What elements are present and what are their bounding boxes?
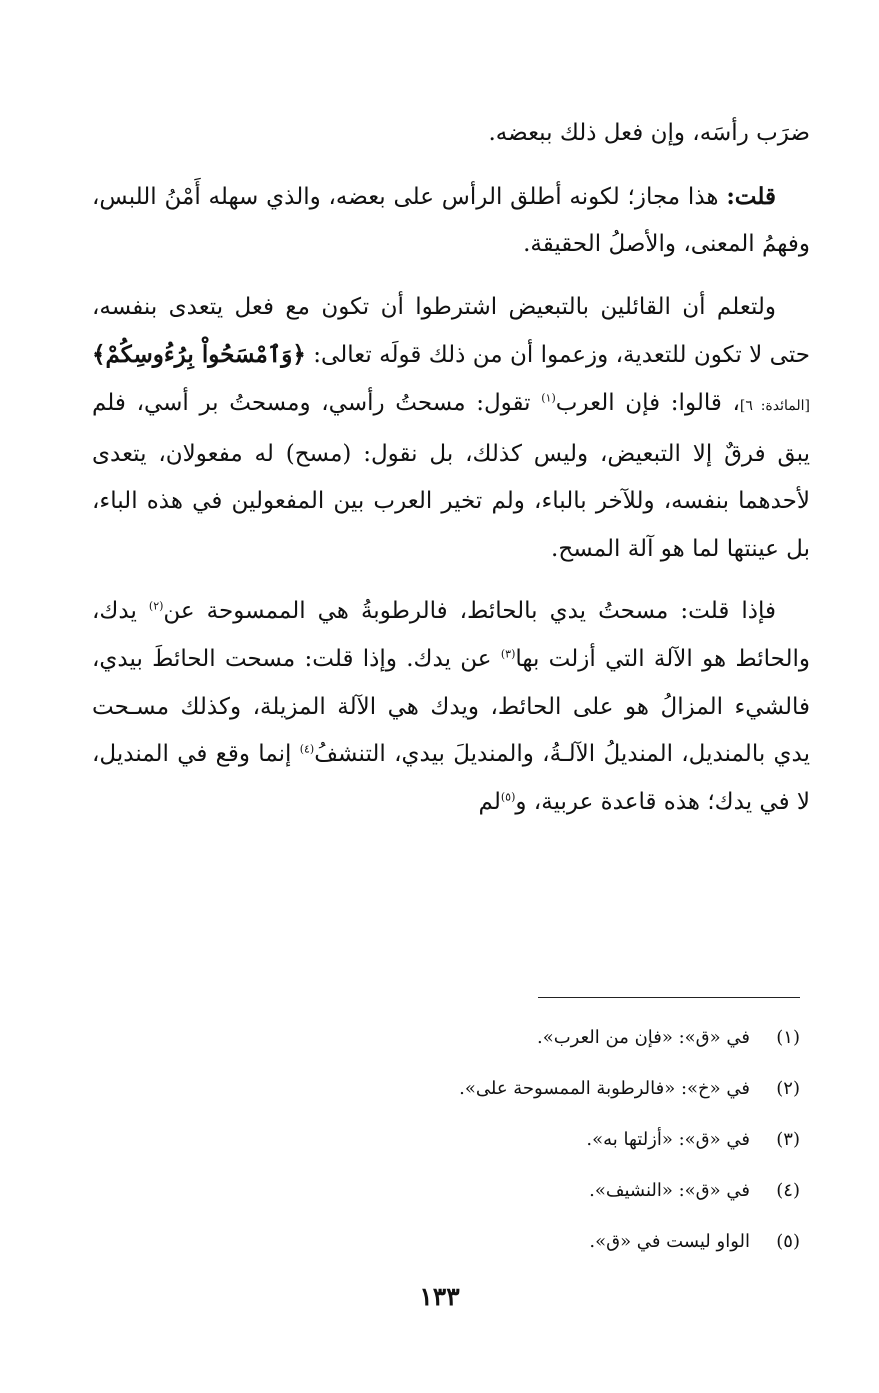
paragraph-4-text-a: فإذا قلت: مسحتُ يدي بالحائط، فالرطوبةُ هي الممسوحة عن [163, 598, 776, 625]
footnote-divider [538, 997, 800, 998]
footnote-item [160, 1063, 800, 1114]
paragraph-2-text: هذا مجاز؛ لكونه أطلق الرأس على بعضه، والذي سهله أَمْنُ اللبس، وفهمُ المعنى، والأصلُ الحقيقة. [92, 183, 810, 258]
footnote-number: (٢) [776, 1078, 800, 1099]
footnotes-list [160, 1012, 800, 1267]
paragraph-4-text-c: عن يدك. وإذا قلت: مسحت الحائطَ بيدي، فالشيء المزالُ هو على الحائط، ويدك هي الآلة المزيلة، وكذلك مسـحت يدي بالمنديل، المنديلُ الآلـةُ، والمنديلَ بيدي، التنشفُ [92, 645, 810, 768]
footnote-marker-3[interactable]: (٣) [500, 647, 516, 661]
footnote-text: في «ق»: «فإن من العرب». [537, 1027, 750, 1048]
paragraph-4-text-e: لم [478, 788, 501, 815]
paragraph-1: ضرَب رأسَه، وإن فعل ذلك ببعضه. [488, 120, 810, 146]
paragraph-4-text-b: يدك، والحائط هو الآلة التي أزلت بها [92, 598, 810, 672]
footnote-item [160, 1216, 800, 1267]
paragraph-3-text-a: ولتعلم أن القائلين بالتبعيض اشترطوا أن تكون مع فعل يتعدى بنفسه، حتى لا تكون للتعدية، وزعموا أن من ذلك قولَه تعالى: [92, 293, 811, 369]
paragraph-4 [92, 588, 810, 826]
footnote-text: في «ق»: «أزلتها به». [586, 1129, 750, 1150]
footnote-text: الواو ليست في «ق». [589, 1231, 750, 1252]
quran-verse: ﴿وَٱمْسَحُواْ بِرُءُوسِكُمْ﴾ [92, 341, 306, 369]
footnote-marker-2[interactable]: (٢) [148, 599, 164, 613]
paragraph-4-text-d: إنما وقع في المنديل، لا في يدك؛ هذه قاعدة عربية، و [92, 741, 810, 815]
footnote-number: (٣) [776, 1129, 800, 1150]
paragraph-lead-word: قلت: [726, 182, 776, 210]
paragraph-3-text-c: تقول: مسحتُ رأسي، ومسحتُ بر أسي، فلم يبق فرقٌ إلا التبعيض، وليس كذلك، بل نقول: (مسح) له مفعولان، يتعدى لأحدهما بنفسه، وللآخر بالباء، ولم تخير العرب بين المفعولين في هذه الباء، بل عينتها لما هو آلة المسح. [92, 389, 810, 562]
footnote-number: (٥) [776, 1231, 800, 1252]
footnote-item [160, 1012, 800, 1063]
verse-reference: [المائدة: ٦] [739, 397, 810, 414]
paragraph-3-text-b: ، قالوا: فإن العرب [555, 389, 740, 416]
footnote-marker-4[interactable]: (٤) [299, 742, 315, 756]
footnote-marker-1[interactable]: (١) [541, 391, 556, 405]
paragraph-2 [92, 173, 810, 269]
footnote-item [160, 1114, 800, 1165]
paragraph-3 [92, 284, 810, 574]
footnote-number: (١) [776, 1027, 800, 1048]
footnote-text: في «خ»: «فالرطوبة الممسوحة على». [459, 1078, 750, 1099]
footnote-number: (٤) [776, 1180, 800, 1201]
page-number: ١٣٣ [419, 1282, 460, 1311]
footnote-text: في «ق»: «النشيف». [589, 1180, 750, 1201]
footnote-marker-5[interactable]: (٥) [500, 790, 516, 804]
main-text [92, 110, 810, 841]
footnote-item [160, 1165, 800, 1216]
